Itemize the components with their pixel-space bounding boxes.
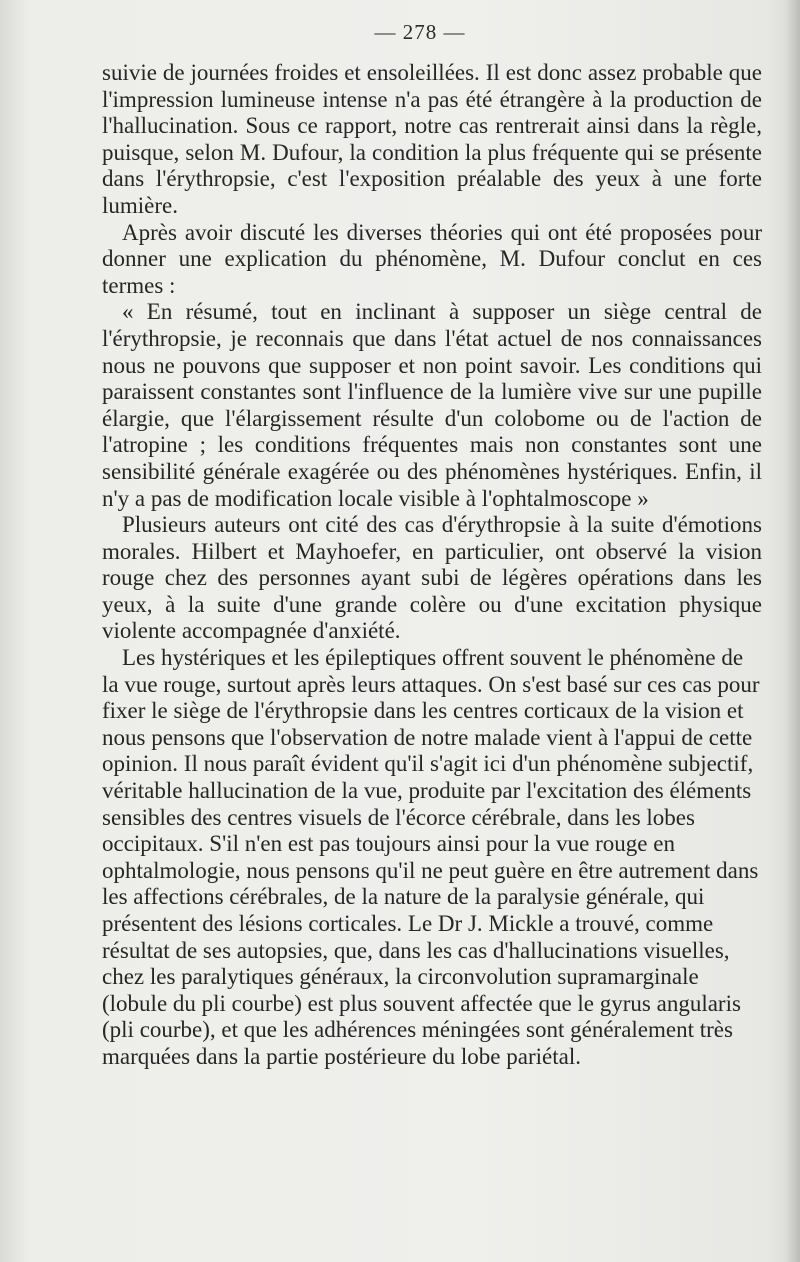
- paragraph-1: suivie de journées froides et ensoleillées. Il est donc assez probable que l'impression lumineuse intense n'a pas été étrangère à la production de l'hallucination. Sous ce rapport, notre cas rentrerait ainsi dans la règle, puisque, selon M. Dufour, la condition la plus fréquente qui se présente dans l'érythropsie, c'est l'exposition préalable des yeux à une forte lumière.: [102, 60, 762, 218]
- paragraph-4: Plusieurs auteurs ont cité des cas d'érythropsie à la suite d'émotions morales. Hilbert et Mayhoefer, en particulier, ont observé la vision rouge chez des personnes ayant subi de légères opérations dans les yeux, à la suite d'une grande colère ou d'une excitation physique violente accompagnée d'anxiété.: [102, 512, 762, 644]
- paragraph-3-quote: « En résumé, tout en inclinant à supposer un siège central de l'érythropsie, je reconnais que dans l'état actuel de nos connaissances nous ne pouvons que supposer et non point savoir. Les conditions qui paraissent constantes sont l'influence de la lumière vive sur une pupille élargie, que l'élargissement résulte d'un colobome ou de l'action de l'atropine ; les conditions fréquentes mais non constantes sont une sensibilité générale exagérée ou des phénomènes hystériques. Enfin, il n'y a pas de modification locale visible à l'ophtalmoscope »: [102, 299, 762, 511]
- paragraph-5: Les hystériques et les épileptiques offrent souvent le phénomène de la vue rouge, surtout après leurs attaques. On s'est basé sur ces cas pour fixer le siège de l'érythropsie dans les centres corticaux de la vision et nous pensons que l'observation de notre malade vient à l'appui de cette opinion. Il nous paraît évident qu'il s'agit ici d'un phénomène subjectif, véritable hallucination de la vue, produite par l'excitation des éléments sensibles des centres visuels de l'écorce cérébrale, dans les lobes occipitaux. S'il n'en est pas toujours ainsi pour la vue rouge en ophtalmologie, nous pensons qu'il ne peut guère en être autrement dans les affections cérébrales, de la nature de la paralysie générale, qui présentent des lésions corticales. Le Dr J. Mickle a trouvé, comme résultat de ses autopsies, que, dans les cas d'hallucinations visuelles, chez les paralytiques généraux, la circonvolution supramarginale (lobule du pli courbe) est plus souvent affectée que le gyrus angularis (pli courbe), et que les adhérences méningées sont généralement très marquées dans la partie postérieure du lobe pariétal.: [102, 645, 760, 1069]
- page-number: — 278 —: [374, 20, 466, 44]
- body-text: [102, 60, 762, 1071]
- paragraph-2: Après avoir discuté les diverses théories qui ont été proposées pour donner une explication du phénomène, M. Dufour conclut en ces termes :: [102, 219, 762, 298]
- page-edge-shadow: [786, 0, 800, 1262]
